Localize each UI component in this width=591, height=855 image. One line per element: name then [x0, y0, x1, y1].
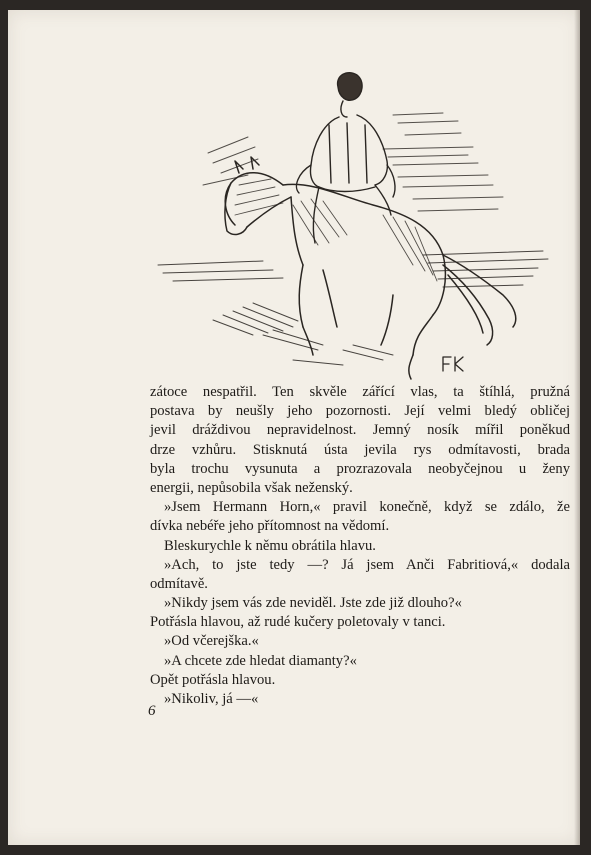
text-line: »A chcete zde hledat diamanty?«: [164, 652, 357, 669]
text-line: odmítavě.: [150, 575, 208, 592]
text-line: dívka nebéře jeho přítomnost na vědomí.: [150, 518, 390, 535]
text-line: »Nikoliv, já —«: [164, 691, 259, 707]
text-line: »Od včerejška.«: [164, 633, 259, 650]
illustration-drawing: [143, 65, 553, 385]
text-line: energii, nepůsobila však neženský.: [150, 479, 353, 496]
text-line: zátoce nespatřil. Ten skvěle zářící vlas, ta štíhlá, pružná: [150, 384, 570, 400]
text-line: Opět potřásla hlavou.: [150, 671, 276, 688]
page-edge-shadow: [574, 10, 580, 845]
text-line: »Ach, to jste tedy —? Já jsem Anči Fabritiová,« dodala: [164, 556, 570, 573]
text-line: postava by neušly jeho pozornosti. Její velmi bledý obličej: [150, 403, 570, 420]
text-line: drze vzhůru. Stisknutá ústa jevila rys odmítavosti, brada: [150, 441, 570, 458]
horse-rider-illustration: [143, 65, 553, 385]
page-number: 6: [148, 703, 156, 719]
text-line: »Jsem Hermann Horn,« pravil konečně, když se zdálo, že: [164, 499, 570, 516]
text-line: jevil dráždivou nepravidelnost. Jemný nosík mířil poněkud: [150, 422, 570, 439]
text-line: Bleskurychle k němu obrátila hlavu.: [164, 537, 376, 554]
text-line: byla trochu vysunuta a prozrazovala neobyčejnou u ženy: [150, 460, 570, 477]
body-text: [150, 383, 570, 709]
book-page: [8, 10, 580, 845]
text-line: Potřásla hlavou, až rudé kučery poletovaly v tanci.: [150, 614, 446, 631]
text-line: »Nikdy jsem vás zde neviděl. Jste zde již dlouho?«: [164, 595, 462, 612]
